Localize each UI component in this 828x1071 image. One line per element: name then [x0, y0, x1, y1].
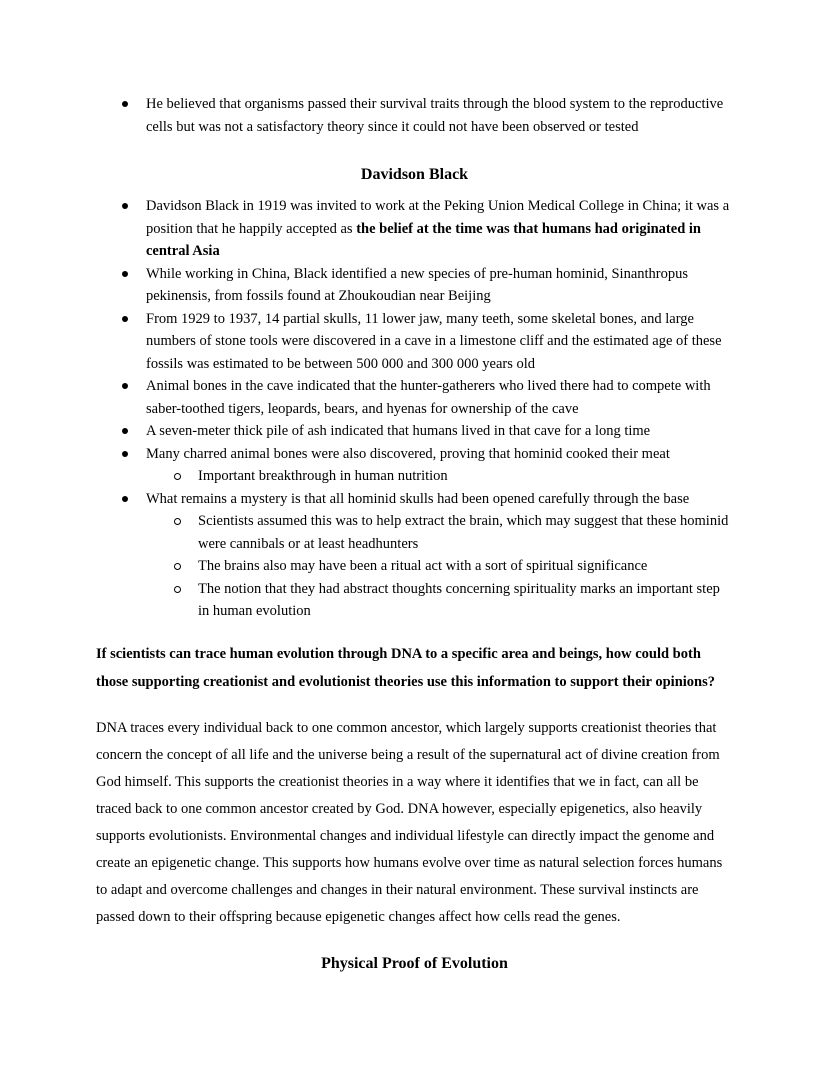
bullet-text: [146, 195, 733, 263]
bullet-item: [96, 420, 733, 443]
bullet-circle-icon: [174, 586, 181, 593]
bullet-text: Animal bones in the cave indicated that the hunter-gatherers who lived there had to compete with saber-toothed tigers, leopards, bears, and hyenas for ownership of the cave: [146, 378, 711, 417]
bullet-circle-icon: [174, 563, 181, 570]
bullet-item: [96, 375, 733, 420]
bullet-text: While working in China, Black identified a new species of pre-human hominid, Sinanthropus pekinensis, from fossils found at Zhoukoudian near Beijing: [146, 265, 689, 304]
bullet-text: What remains a mystery is that all hominid skulls had been opened carefully through the base: [146, 490, 690, 507]
section-heading-physical-proof: Physical Proof of Evolution: [321, 954, 508, 972]
section-heading-davidson-black: Davidson Black: [360, 166, 469, 183]
answer-paragraph: DNA traces every individual back to one common ancestor, which largely supports creationist theories that concern the concept of all life and the universe being a result of the supernatural act of divine creation from God himself. This supports the creationist theories in a way where it identifies that we in fact, can all be traced back to one common ancestor created by God. DNA however, especially epigenetics, also heavily supports evolutionists. Environmental changes and individual lifestyle can directly impact the genome and create an epigenetic change. This supports how humans evolve over time as natural selection forces humans to adapt and overcome challenges and changes in their natural environment. These survival instincts are passed down to their offspring because epigenetic changes affect how cells read the genes.: [96, 719, 723, 925]
bullet-item: [96, 443, 733, 466]
sub-bullet-item: [96, 555, 733, 578]
bullet-disc-icon: [122, 101, 128, 107]
sub-bullet-text: Important breakthrough in human nutrition: [198, 468, 448, 484]
sub-bullet-text: Scientists assumed this was to help extract the brain, which may suggest that these hominid were cannibals or at least headhunters: [198, 513, 729, 552]
text-run: Davidson Black in 1919 was invited to work at the Peking Union Medical College in China; it was a position that he happily accepted as: [146, 198, 730, 237]
bullet-item: [96, 93, 733, 138]
question-paragraph: If scientists can trace human evolution through DNA to a specific area and beings, how could both those supporting creationist and evolutionist theories use this information to support their opinions?: [96, 645, 715, 690]
bullet-circle-icon: [174, 518, 181, 525]
sub-bullet-text: The brains also may have been a ritual act with a sort of spiritual significance: [198, 558, 648, 574]
bullet-text: From 1929 to 1937, 14 partial skulls, 11 lower jaw, many teeth, some skeletal bones, and large numbers of stone tools were discovered in a cave in a limestone cliff and the estimated age of these fossils was estimated to be between 500 000 and 300 000 years old: [146, 310, 722, 372]
sub-bullet-item: [96, 510, 733, 555]
bullet-item: [96, 195, 733, 263]
bullet-disc-icon: [122, 451, 128, 457]
bullet-disc-icon: [122, 383, 128, 389]
bullet-disc-icon: [122, 271, 128, 277]
bullet-item: [96, 308, 733, 376]
bullet-circle-icon: [174, 473, 181, 480]
bullet-text: A seven-meter thick pile of ash indicated that humans lived in that cave for a long time: [146, 423, 651, 439]
bullet-text: He believed that organisms passed their survival traits through the blood system to the reproductive cells but was not a satisfactory theory since it could not have been observed or tested: [146, 96, 724, 135]
sub-bullet-item: [96, 465, 733, 488]
bullet-text: Many charred animal bones were also discovered, proving that hominid cooked their meat: [146, 445, 670, 462]
davidson-bullet-list: [96, 195, 733, 623]
bullet-disc-icon: [122, 428, 128, 434]
sub-bullet-text: The notion that they had abstract thoughts concerning spirituality marks an important step in human evolution: [198, 580, 720, 619]
bullet-item: [96, 263, 733, 308]
text-run-bold: the belief at the time was that humans had originated in central Asia: [146, 220, 701, 259]
intro-bullet-list: [96, 93, 733, 138]
bullet-disc-icon: [122, 203, 128, 209]
bullet-disc-icon: [122, 316, 128, 322]
bullet-item: [96, 488, 733, 511]
sub-bullet-item: [96, 578, 733, 623]
bullet-disc-icon: [122, 496, 128, 502]
